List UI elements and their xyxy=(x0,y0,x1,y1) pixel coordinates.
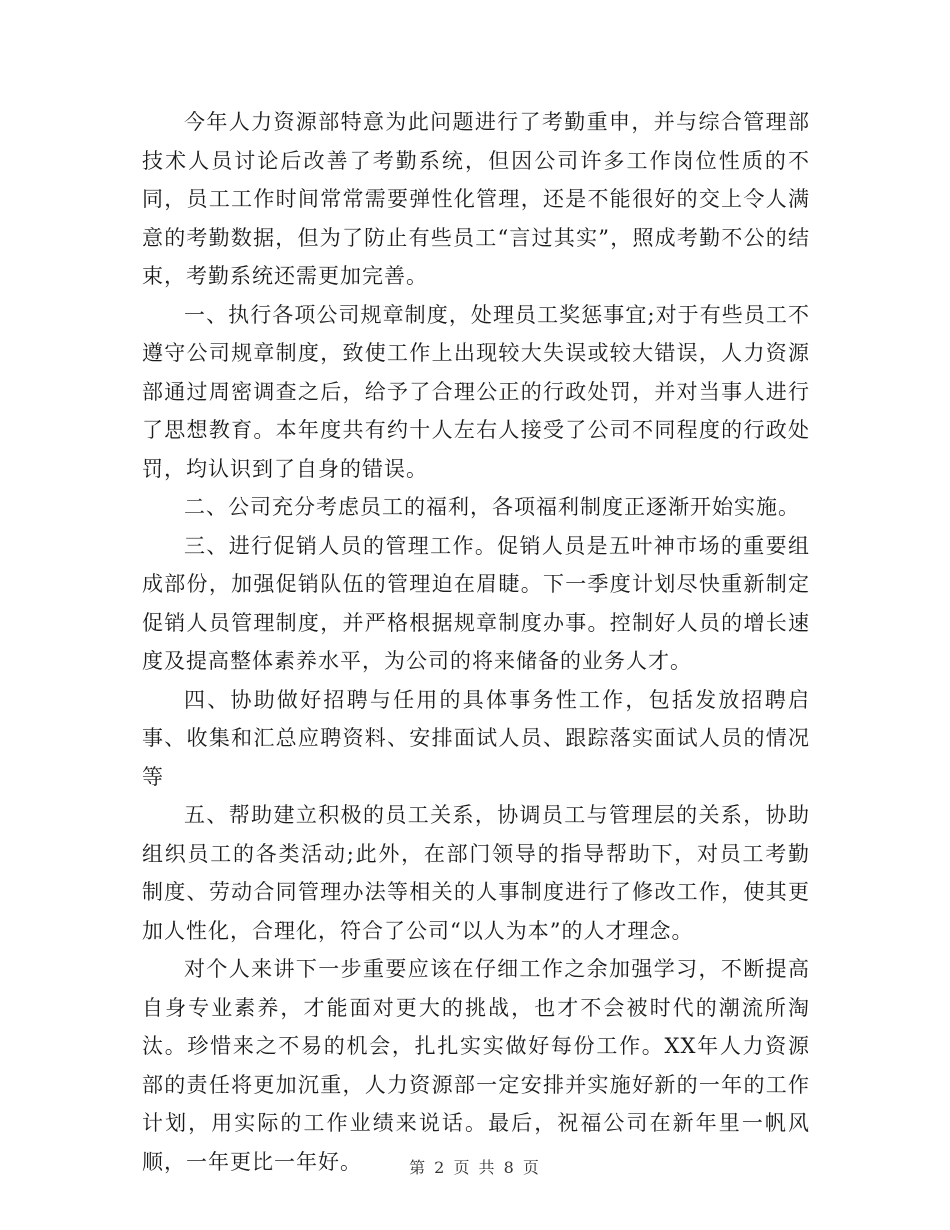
paragraph-promoters: 三、进行促销人员的管理工作。促销人员是五叶神市场的重要组成部份，加强促销队伍的管理迫在眉睫。下一季度计划尽快重新制定促销人员管理制度，并严格根据规章制度办事。控制好人员的增长速度及提高整体素养水平，为公司的将来储备的业务人才。 xyxy=(142,533,810,673)
paragraph-employee-relations: 五、帮助建立积极的员工关系，协调员工与管理层的关系，协助组织员工的各类活动;此外，在部门领导的指导帮助下，对员工考勤制度、劳动合同管理办法等相关的人事制度进行了修改工作，使其更加人性化，合理化，符合了公司“以人为本”的人才理念。 xyxy=(142,803,810,943)
paragraph-personal-outlook: 对个人来讲下一步重要应该在仔细工作之余加强学习，不断提高自身专业素养，才能面对更大的挑战，也才不会被时代的潮流所淘汰。珍惜来之不易的机会，扎扎实实做好每份工作。XX年人力资源部的责任将更加沉重，人力资源部一定安排并实施好新的一年的工作计划，用实际的工作业绩来说话。最后，祝福公司在新年里一帆风顺，一年更比一年好。 xyxy=(142,957,810,1174)
paragraph-rules-discipline: 一、执行各项公司规章制度，处理员工奖惩事宜;对于有些员工不遵守公司规章制度，致使工作上出现较大失误或较大错误，人力资源部通过周密调查之后，给予了合理公正的行政处罚，并对当事人进行了思想教育。本年度共有约十人左右人接受了公司不同程度的行政处罚，均认识到了自身的错误。 xyxy=(142,302,810,481)
paragraph-recruitment: 四、协助做好招聘与任用的具体事务性工作，包括发放招聘启事、收集和汇总应聘资料、安排面试人员、跟踪落实面试人员的情况等 xyxy=(142,687,810,789)
document-body xyxy=(142,103,810,1181)
page-footer xyxy=(0,1155,950,1178)
page-number: 第 2 页 共 8 页 xyxy=(409,1158,541,1177)
paragraph-welfare: 二、公司充分考虑员工的福利，各项福利制度正逐渐开始实施。 xyxy=(184,495,800,519)
paragraph-attendance: 今年人力资源部特意为此问题进行了考勤重申，并与综合管理部技术人员讨论后改善了考勤系统，但因公司许多工作岗位性质的不同，员工工作时间常常需要弹性化管理，还是不能很好的交上令人满意的考勤数据，但为了防止有些员工“言过其实”，照成考勤不公的结束，考勤系统还需更加完善。 xyxy=(142,110,810,288)
